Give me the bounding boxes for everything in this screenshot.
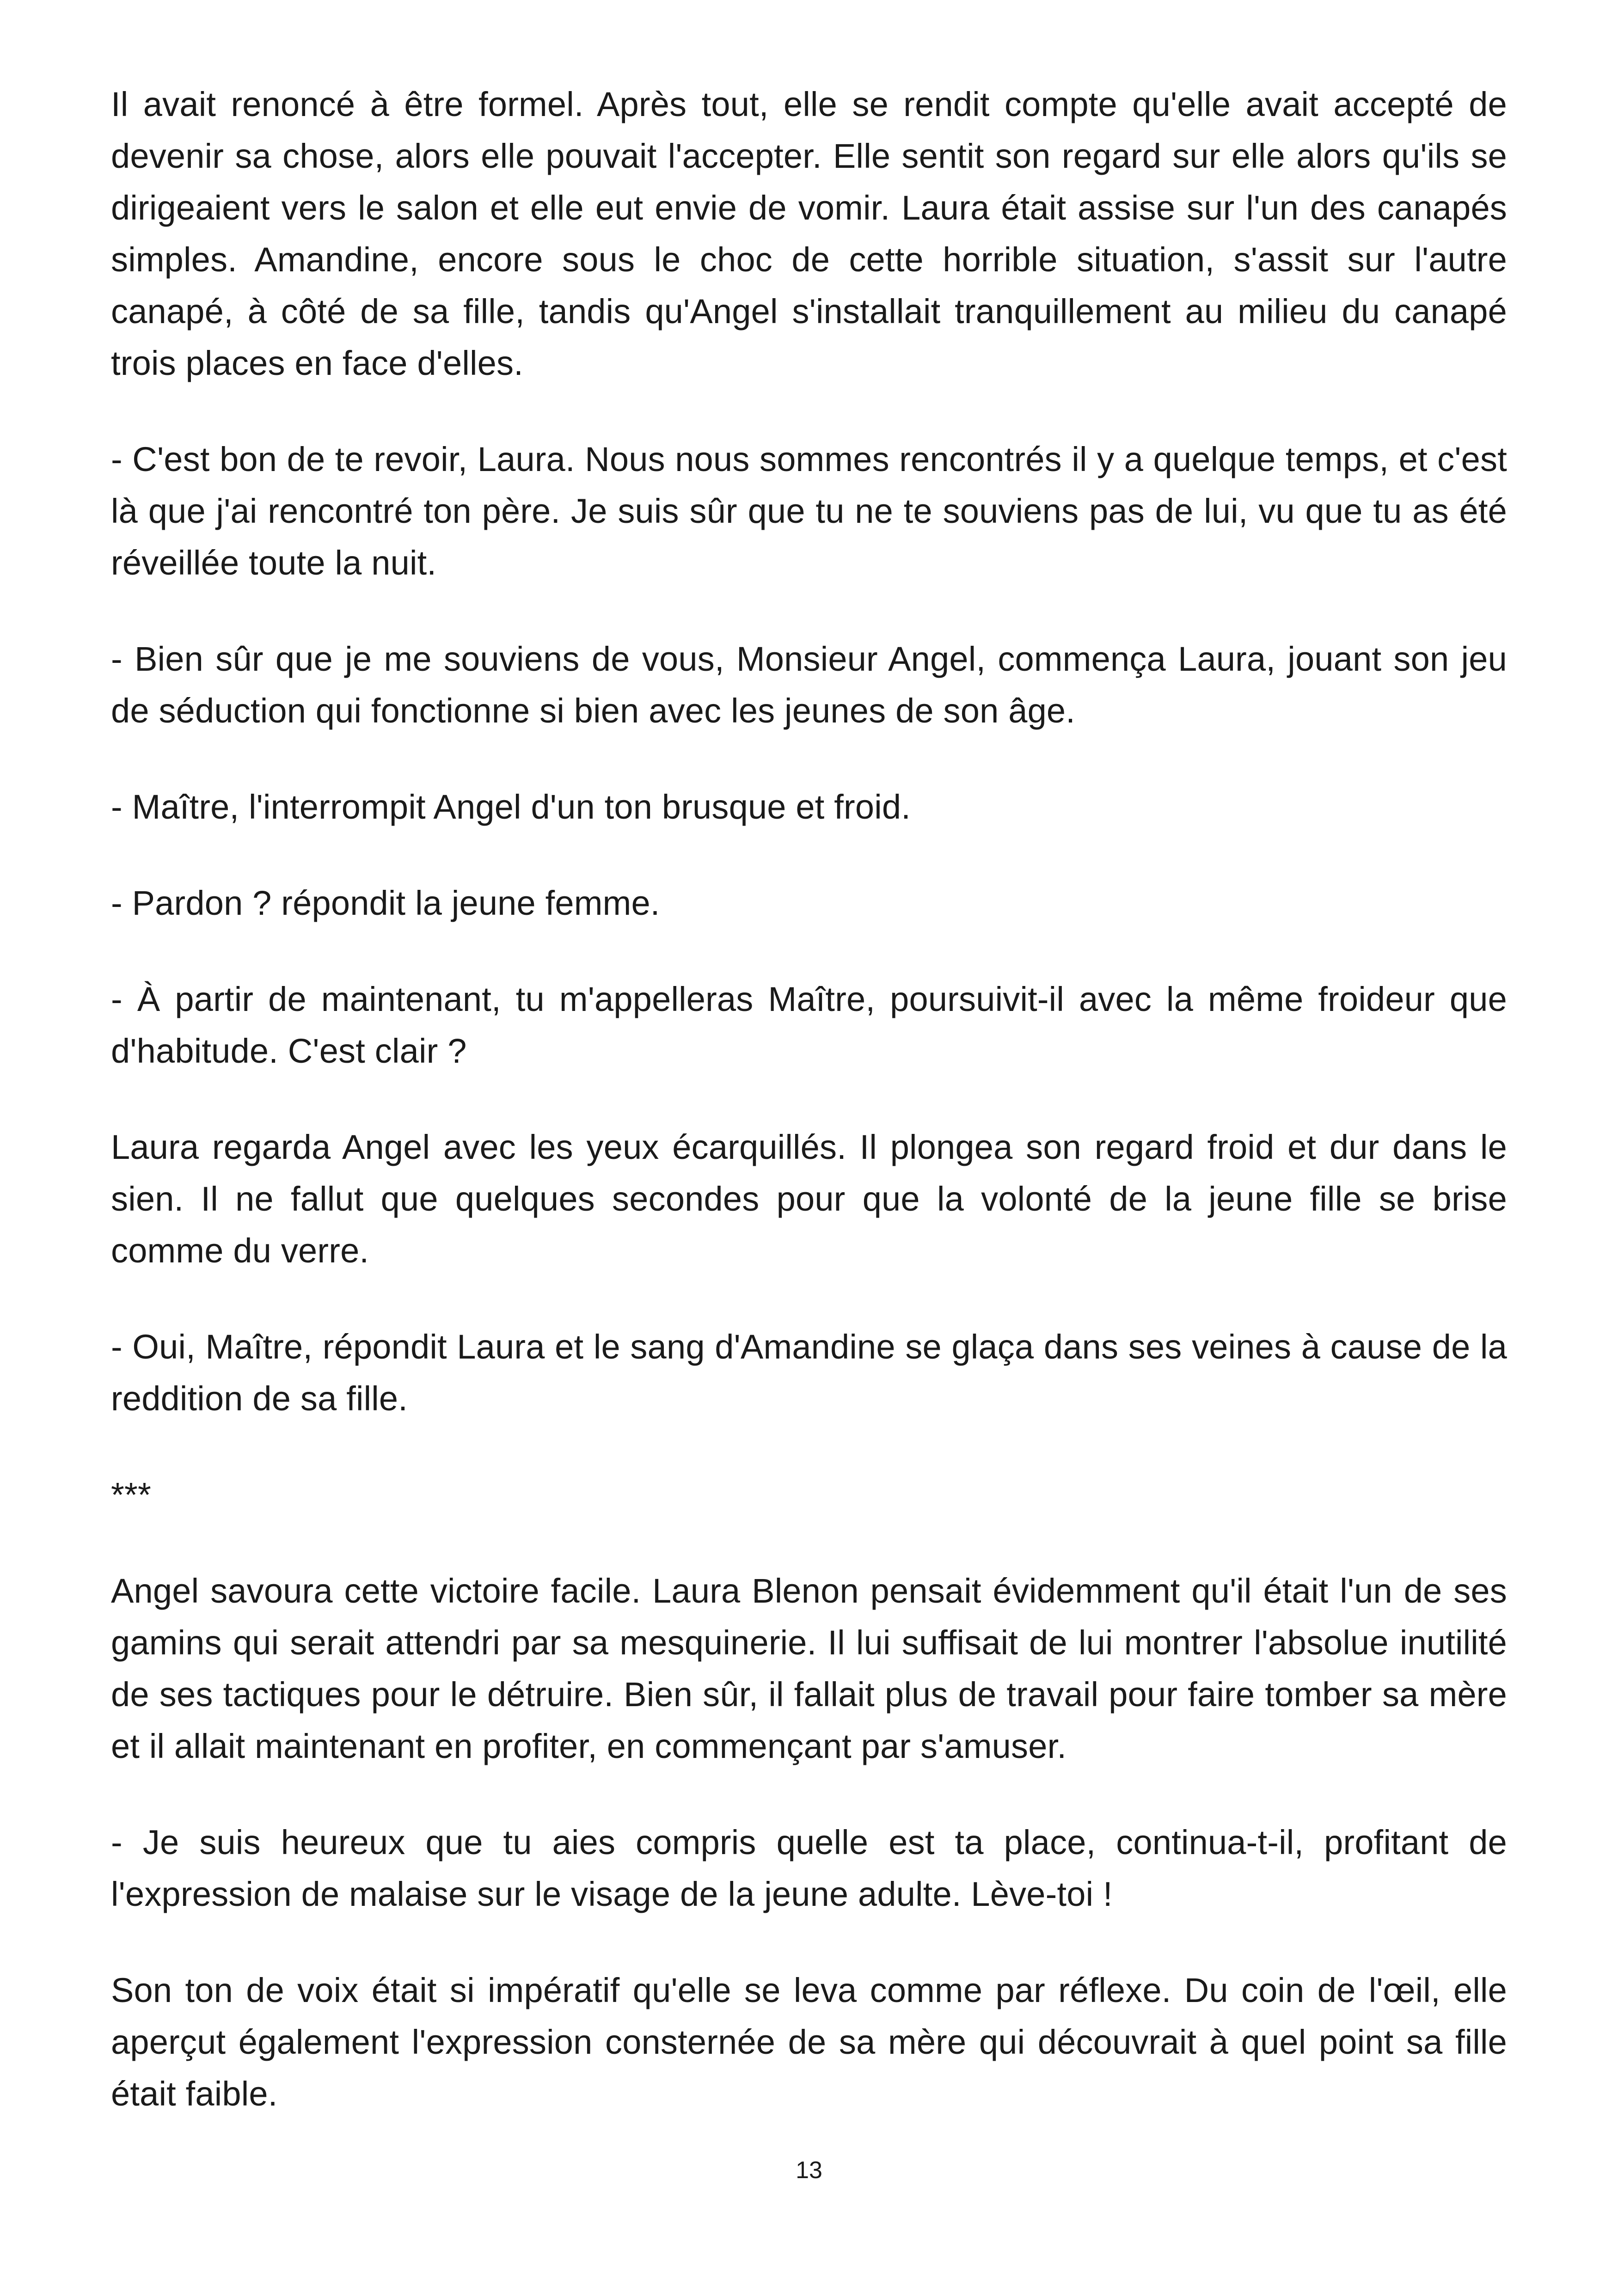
paragraph: - Bien sûr que je me souviens de vous, Monsieur Angel, commença Laura, jouant son jeu de séduction qui fonctionne si bien avec les jeunes de son âge. xyxy=(111,640,1507,730)
paragraph: Angel savoura cette victoire facile. Laura Blenon pensait évidemment qu'il était l'un de ses gamins qui serait attendri par sa mesquinerie. Il lui suffisait de lui montrer l'absolue inutilité de ses tactiques pour le détruire. Bien sûr, il fallait plus de travail pour faire tomber sa mère et il allait maintenant en profiter, en commençant par s'amuser. xyxy=(111,1572,1507,1765)
paragraph: Laura regarda Angel avec les yeux écarquillés. Il plongea son regard froid et dur dans le sien. Il ne fallut que quelques secondes pour que la volonté de la jeune fille se brise comme du verre. xyxy=(111,1128,1507,1270)
paragraph: - C'est bon de te revoir, Laura. Nous nous sommes rencontrés il y a quelque temps, et c'est là que j'ai rencontré ton père. Je suis sûr que tu ne te souviens pas de lui, vu que tu as été réveillée toute la nuit. xyxy=(111,440,1507,582)
paragraph: - Je suis heureux que tu aies compris quelle est ta place, continua-t-il, profitant de l'expression de malaise sur le visage de la jeune adulte. Lève-toi ! xyxy=(111,1823,1507,1913)
paragraph: Il avait renoncé à être formel. Après tout, elle se rendit compte qu'elle avait accepté de devenir sa chose, alors elle pouvait l'accepter. Elle sentit son regard sur elle alors qu'ils se dirigeaient vers le salon et elle eut envie de vomir. Laura était assise sur l'un des canapés simples. Amandine, encore sous le choc de cette horrible situation, s'assit sur l'autre canapé, à côté de sa fille, tandis qu'Angel s'installait tranquillement au milieu du canapé trois places en face d'elles. xyxy=(111,85,1507,382)
page-number: 13 xyxy=(796,2157,822,2184)
document-page xyxy=(111,79,1507,2164)
scene-break: *** xyxy=(111,1476,151,1514)
paragraph: - Maître, l'interrompit Angel d'un ton brusque et froid. xyxy=(111,788,911,826)
paragraph: - Oui, Maître, répondit Laura et le sang d'Amandine se glaça dans ses veines à cause de la reddition de sa fille. xyxy=(111,1328,1507,1418)
paragraph: - À partir de maintenant, tu m'appelleras Maître, poursuivit-il avec la même froideur que d'habitude. C'est clair ? xyxy=(111,980,1507,1070)
paragraph: - Pardon ? répondit la jeune femme. xyxy=(111,884,660,922)
paragraph: Son ton de voix était si impératif qu'elle se leva comme par réflexe. Du coin de l'œil, elle aperçut également l'expression consternée de sa mère qui découvrait à quel point sa fille était faible. xyxy=(111,1971,1507,2113)
